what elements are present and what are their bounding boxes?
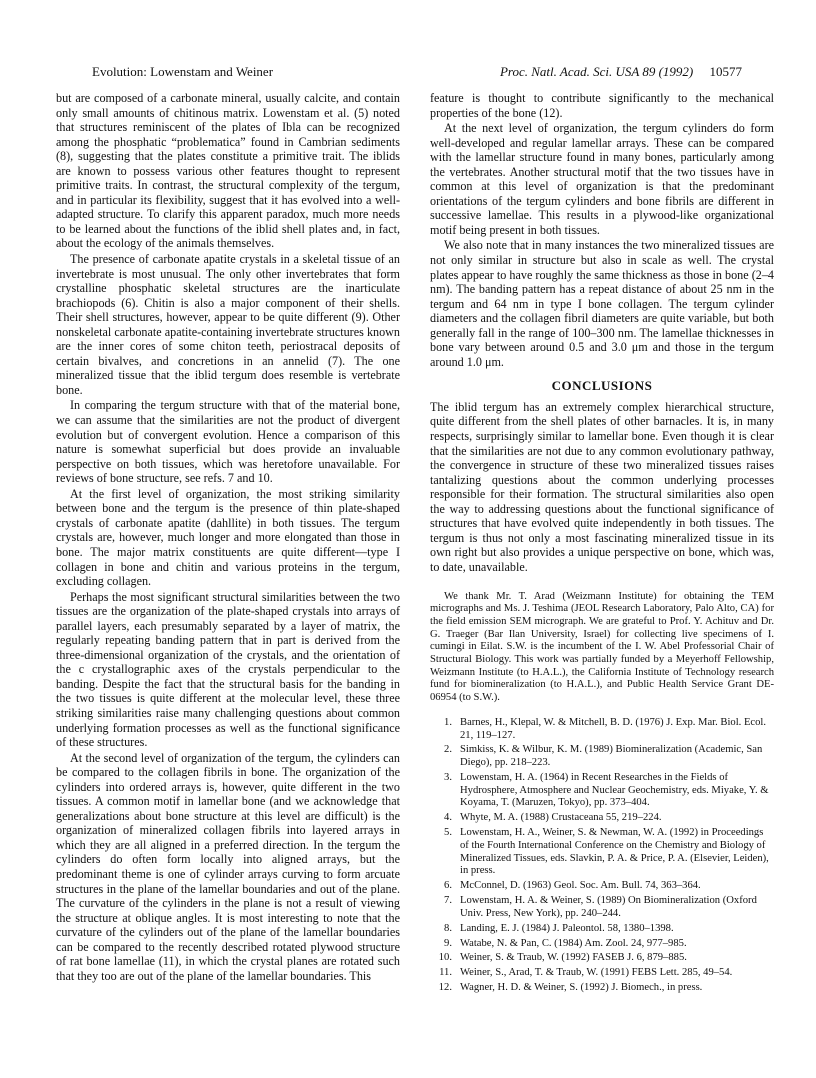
body-paragraph: but are composed of a carbonate mineral, usually calcite, and contain only small amounts of chitinous matrix. Lowenstam et al. (5) noted that structures reminiscent of the plates of Ibla can be recognized among the phosphatic “problematica” found in Cambrian sediments (8), suggesting that the plates constitute a primitive trait. The iblids are known to possess various other features thought to represent primitive traits. In contrast, the structural complexity of the tergum, and in particular its flexibility, suggest that it has evolved into a well-adapted structure. To clarify this apparent paradox, much more needs to be learned about the functions of the iblid shell plates and, in fact, about the ecology of the animals themselves. <box>56 91 400 251</box>
reference-number: 10. <box>438 952 452 964</box>
reference-item <box>430 967 774 980</box>
reference-number: 8. <box>444 922 452 934</box>
reference-item <box>430 952 774 965</box>
reference-item <box>430 827 774 878</box>
reference-list <box>430 717 774 995</box>
reference-item <box>430 812 774 825</box>
reference-text: Lowenstam, H. A., Weiner, S. & Newman, W. A. (1992) in Proceedings of the Fourth International Conference on the Chemistry and Biology of Mineralized Tissues, eds. Slavkin, P. A. & Price, P. A. (Elsevier, Leiden), in press. <box>460 827 769 877</box>
reference-number: 11. <box>439 967 452 979</box>
body-paragraph: In comparing the tergum structure with that of the material bone, we can assume that the similarities are not the product of divergent evolution but of convergent evolution. Hence a comparison of this nature is somewhat superficial but does provide an invaluable perspective on both tissues, which was heretofore unavailable. For reviews of bone structure, see refs. 7 and 10. <box>56 398 400 486</box>
reference-text: Landing, E. J. (1984) J. Paleontol. 58, 1380–1398. <box>460 922 674 934</box>
body-paragraph: We also note that in many instances the two mineralized tissues are not only similar in structure but also in scale as well. The crystal plates appear to have roughly the same thickness as those in bone (2–4 nm). The banding pattern has a repeat distance of about 25 nm in the tergum and 64 nm in type I bone collagen. The tergum cylinder diameters and the collagen fibril diameters are quite variable, but both generally fall in the range of 100–300 nm. The lamellae thicknesses in bone vary between around 0.5 and 3.0 μm and those in the tergum around 1.0 μm. <box>430 238 774 369</box>
reference-number: 2. <box>444 744 452 756</box>
acknowledgment-paragraph: We thank Mr. T. Arad (Weizmann Institute) for obtaining the TEM micrographs and Ms. J. Teshima (JEOL Research Laboratory, Palo Alto, CA) for the field emission SEM micrograph. We are grateful to Prof. Y. Achituv and Dr. G. Traeger (Bar Ilan University, Israel) for collecting live specimens of I. cumingi in Eilat. S.W. is the incumbent of the I. W. Abel Professorial Chair of Structural Biology. This work was partially funded by a Meyerhoff Fellowship, Weizmann Institute (to H.A.L.), the California Institute of Technology research fund for biomineralization (to H.A.L.), and Public Health Service Grant DE-06954 (to S.W.). <box>430 590 774 704</box>
reference-text: Lowenstam, H. A. (1964) in Recent Researches in the Fields of Hydrosphere, Atmosphere and Nuclear Geochemistry, eds. Miyake, Y. & Koyama, T. (Maruzen, Tokyo), pp. 373–404. <box>460 772 769 809</box>
body-paragraph: The presence of carbonate apatite crystals in a skeletal tissue of an invertebrate is most unusual. The only other invertebrates that form crystalline phosphatic skeletal structures are the inarticulate brachiopods (6). Chitin is also a major component of their shells. Their shell structures, however, appear to be quite different (9). Other nonskeletal carbonate apatite-containing invertebrate structures known are the inner cores of some chiton teeth, periostracal deposits of certain bivalves, and concretions in an annelid (7). The one mineralized tissue that the iblid tergum does resemble is vertebrate bone. <box>56 252 400 397</box>
reference-number: 7. <box>444 895 452 907</box>
body-paragraph: Perhaps the most significant structural similarities between the two tissues are the organization of the plate-shaped crystals into arrays of parallel layers, each presumably separated by a layer of matrix, the regularly repeating banding pattern that in part is derived from the three-dimensional organization of the crystals, and the orientation of the c crystallographic axes of the crystals perpendicular to the banding. Despite the fact that the structural basis for the banding in the two tissues is quite different at the molecular level, these three striking similarities raise many challenging questions about common underlying formation processes as well as the functional significance of these structures. <box>56 589 400 750</box>
body-paragraph: At the second level of organization of the tergum, the cylinders can be compared to the collagen fibrils in bone. The organization of the cylinders into ordered arrays is, however, quite different in the two tissues. A common motif in lamellar bone (and we acknowledge that generalizations about bone structure at this level are difficult) is the organization of mineralized collagen fibrils into layered arrays in which they are all aligned in a preferred direction. In the tergum the cylinders do often form locally into aligned arrays, but the predominant theme is one of cylinder arrays curving to form arcuate structures in the plane of the lamellar boundaries and out of the plane. The curvature of the cylinders in the plane is not a result of viewing the structure at oblique angles. It is most interesting to note that the curvature of the cylinders out of the plane of the lamellar boundaries can be compared to the recently described rotated plywood structure of rat bone lamellae (11), in which the crystal planes are rotated such that they too are out of the plane of the lamellar boundaries. This <box>56 750 400 983</box>
reference-item <box>430 772 774 810</box>
header-journal-info <box>500 64 742 80</box>
journal-citation: Proc. Natl. Acad. Sci. USA 89 (1992) <box>499 64 694 79</box>
running-header <box>92 64 742 84</box>
conclusions-heading: CONCLUSIONS <box>551 378 653 394</box>
reference-number: 5. <box>444 827 452 839</box>
reference-text: Whyte, M. A. (1988) Crustaceana 55, 219–224. <box>460 812 662 824</box>
reference-item <box>430 982 774 995</box>
reference-text: Weiner, S. & Traub, W. (1992) FASEB J. 6, 879–885. <box>460 952 687 964</box>
reference-number: 3. <box>444 772 452 784</box>
reference-item <box>430 744 774 769</box>
reference-item <box>430 717 774 742</box>
body-paragraph: At the next level of organization, the tergum cylinders do form well-developed and regular lamellar arrays. These can be compared with the lamellar structure found in many bones, particularly among the vertebrates. Another structural motif that the two tissues have in common at this level of organization is that the predominant orientations of the tergum cylinders and bone fibrils are different in successive lamellae. This results in a plywood-like organizational motif being present in both tissues. <box>430 121 774 237</box>
body-paragraph: feature is thought to contribute significantly to the mechanical properties of the bone (12). <box>430 91 774 120</box>
reference-text: Wagner, H. D. & Weiner, S. (1992) J. Biomech., in press. <box>460 982 703 994</box>
reference-text: Watabe, N. & Pan, C. (1984) Am. Zool. 24, 977–985. <box>460 937 687 949</box>
left-column <box>56 91 400 983</box>
reference-text: Simkiss, K. & Wilbur, K. M. (1989) Biomineralization (Academic, San Diego), pp. 218–223. <box>460 744 763 769</box>
reference-number: 12. <box>438 982 452 994</box>
reference-text: Lowenstam, H. A. & Weiner, S. (1989) On Biomineralization (Oxford Univ. Press, New York), pp. 240–244. <box>460 895 757 919</box>
reference-text: McConnel, D. (1963) Geol. Soc. Am. Bull. 74, 363–364. <box>460 880 701 892</box>
reference-item <box>430 938 774 951</box>
header-section-title: Evolution: Lowenstam and Weiner <box>92 64 274 79</box>
page-number: 10577 <box>709 64 742 79</box>
reference-text: Weiner, S., Arad, T. & Traub, W. (1991) FEBS Lett. 285, 49–54. <box>460 967 733 979</box>
body-paragraph: At the first level of organization, the most striking similarity between bone and the tergum is the presence of thin plate-shaped crystals of carbonate apatite (dahllite) in both tissues. The tergum crystals are, however, much longer and more elongated than those in bone. The major matrix constituents are quite different—type I collagen in bone and chitin and various proteins in the tergum, excluding collagen. <box>56 486 400 589</box>
conclusions-paragraph: The iblid tergum has an extremely complex hierarchical structure, quite different from the shell plates of other barnacles. It is, in many respects, surprisingly similar to lamellar bone. Even though it is clear that the similarities are not due to any common evolutionary pathway, the convergence in structure of these two mineralized tissues raises tantalizing questions about the common underlying processes responsible for their formation. The structural similarities also open the way to addressing questions about the functional significance of structures that have evolved quite independently in both tissues. The tergum is thus not only a most fascinating mineralized tissue in its own right but also provides a unique perspective on bone, which was, to date, unavailable. <box>430 399 774 574</box>
reference-item <box>430 895 774 920</box>
reference-number: 4. <box>444 812 452 824</box>
reference-text: Barnes, H., Klepal, W. & Mitchell, B. D. (1976) J. Exp. Mar. Biol. Ecol. 21, 119–127. <box>460 716 767 741</box>
reference-number: 6. <box>444 880 452 892</box>
reference-number: 1. <box>444 716 452 728</box>
reference-number: 9. <box>444 937 452 949</box>
reference-item <box>430 923 774 936</box>
right-column <box>430 91 774 997</box>
reference-item <box>430 880 774 893</box>
